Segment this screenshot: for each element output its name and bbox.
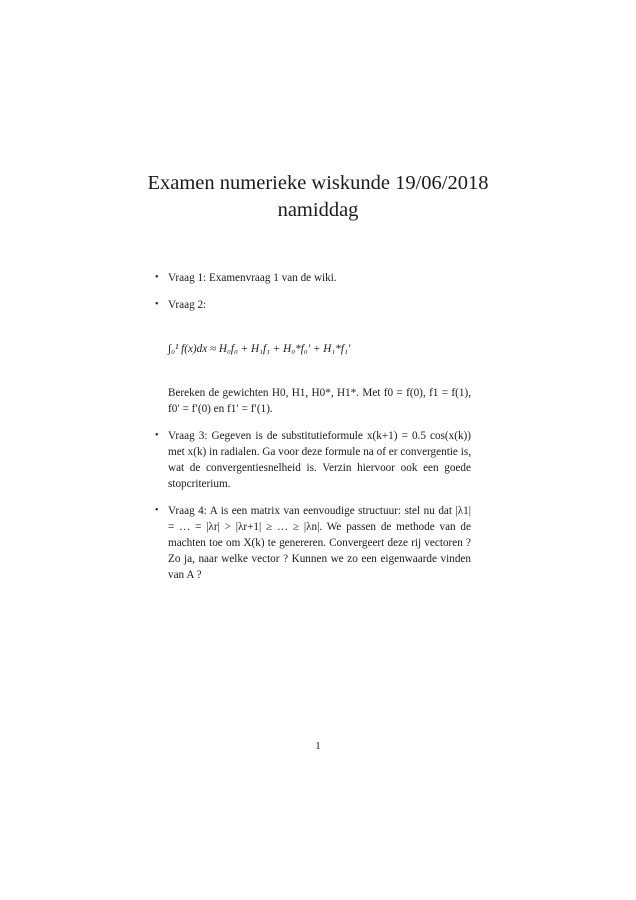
question-4-text: Vraag 4: A is een matrix van eenvoudige structuur: stel nu dat |λ1| = … = |λr| > |λr+1| ≥ … ≥ |λn|. We passen de methode van de machten toe om X(k) te genereren. Convergeert deze rij vectoren ? Zo ja, naar welke vector ? Kunnen we zo een eigenwaarde vinden van A ? (168, 505, 471, 581)
question-3-text: Vraag 3: Gegeven is de substitutieformule x(k+1) = 0.5 cos(x(k)) met x(k) in radialen. Ga voor deze formule na of er convergentie is, wat de convergentiesnelheid is. Verzin hiervoor ook een goede stopcriterium. (168, 430, 471, 490)
question-2-text: Vraag 2: (168, 299, 207, 311)
formula-note: Bereken de gewichten H0, H1, H0*, H1*. Met f0 = f(0), f1 = f(1), f0′ = f′(0) en f1′ = f′(1). (168, 387, 471, 415)
bullet-icon: • (155, 272, 159, 283)
title-line-2: namiddag (277, 199, 359, 221)
bullet-icon: • (155, 505, 159, 516)
page-title (0, 170, 636, 224)
integral-formula: ∫₀¹ f(x)dx ≈ H₀f₀ + H₁f₁ + H₀*f₀′ + H₁*f₁′ (168, 343, 351, 355)
bullet-icon: • (155, 299, 159, 310)
list-item (155, 428, 471, 492)
list-item (155, 503, 471, 583)
list-item (155, 297, 471, 417)
question-list (155, 270, 471, 594)
page-number: 1 (315, 740, 321, 752)
bullet-icon: • (155, 430, 159, 441)
question-1-text: Vraag 1: Examenvraag 1 van de wiki. (168, 272, 337, 284)
list-item (155, 270, 471, 286)
title-line-1: Examen numerieke wiskunde 19/06/2018 (147, 172, 489, 194)
